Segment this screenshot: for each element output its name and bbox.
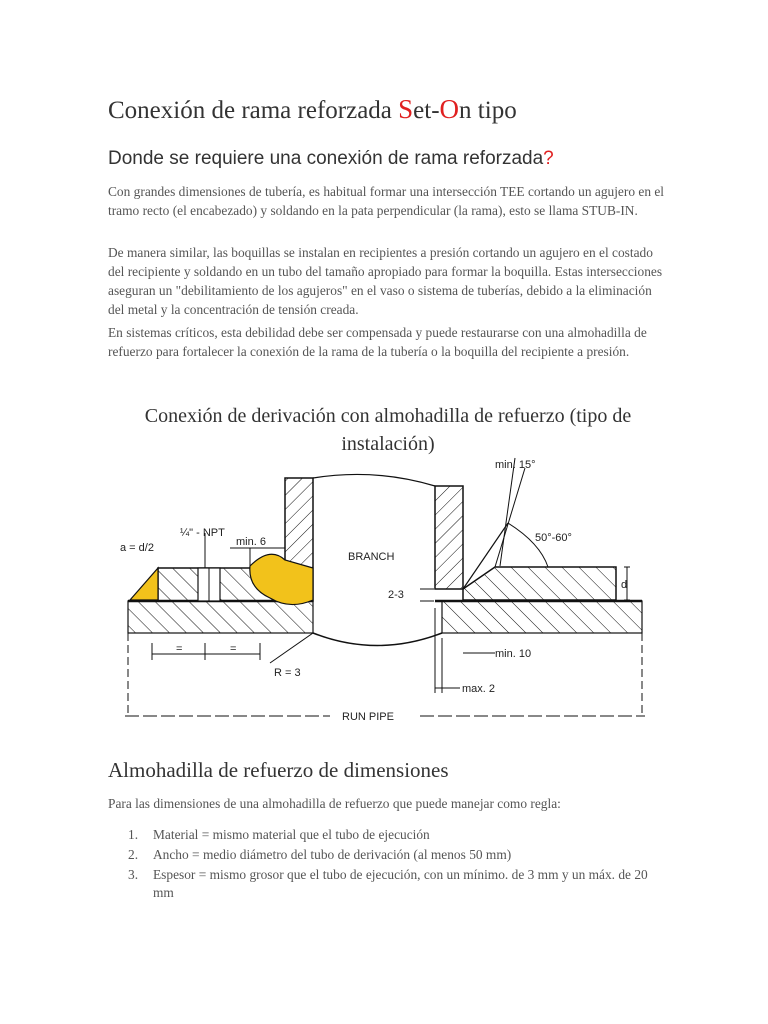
run-pipe-wall-left (128, 601, 313, 633)
title-text-2: et- (413, 97, 440, 124)
run-pipe-wall-right (435, 601, 642, 633)
title-red-s: S (398, 94, 414, 124)
list-item-number: 2. (128, 847, 139, 862)
branch-top-edge (313, 474, 435, 486)
list-item-text: Espesor = mismo grosor que el tubo de ejecución, con un mínimo. de 3 mm y un máx. de 20 mm (153, 867, 648, 900)
page-title (108, 94, 668, 125)
label-min10: min. 10 (495, 648, 532, 660)
label-gap: 2-3 (388, 589, 404, 601)
paragraph-3: En sistemas críticos, esta debilidad debe ser compensada y puede restaurarse con una almohadilla de refuerzo para fortalecer la conexión de la rama de la tubería o la boquilla del recipiente a presión. (108, 325, 647, 359)
label-d: d (621, 579, 628, 591)
section-intro: Para las dimensiones de una almohadilla de refuerzo que puede manejar como regla: (108, 796, 561, 811)
label-branch: BRANCH (348, 551, 395, 563)
title-text-3: n tipo (459, 97, 517, 124)
label-npt: ¼" - NPT (180, 527, 225, 539)
reinforced-branch-diagram (120, 448, 650, 730)
list-item-text: Material = mismo material que el tubo de ejecución (153, 827, 430, 842)
list-item (108, 826, 668, 844)
section-heading: Almohadilla de refuerzo de dimensiones (108, 758, 449, 782)
title-text: Conexión de rama reforzada (108, 97, 399, 124)
title-red-o: O (439, 94, 460, 124)
paragraph-1: Con grandes dimensiones de tubería, es habitual formar una intersección TEE cortando un agujero en el tramo recto (el encabezado) y soldando en la pata perpendicular (la rama), esto se llama STUB-IN. (108, 184, 665, 218)
branch-hole-curve (313, 633, 442, 646)
branch-wall-right (435, 486, 463, 589)
subtitle-question-mark: ? (543, 148, 554, 169)
list-item (108, 846, 668, 864)
label-run-pipe: RUN PIPE (342, 711, 394, 723)
label-equal-1: = (176, 643, 183, 655)
label-radius: R = 3 (274, 667, 301, 679)
list-item (108, 866, 668, 902)
fillet-weld-left (130, 568, 158, 600)
list-item-number: 3. (128, 867, 139, 882)
dimension-list (108, 826, 668, 904)
label-max2: max. 2 (462, 683, 496, 695)
diagram-caption: Conexión de derivación con almohadilla de refuerzo (tipo de instalación) (144, 405, 632, 455)
list-item-text: Ancho = medio diámetro del tubo de derivación (al menos 50 mm) (153, 847, 512, 862)
label-angle: 50°-60° (535, 532, 572, 544)
paragraph-2: De manera similar, las boquillas se instalan en recipientes a presión cortando un agujero en el costado del recipiente y soldando en un tubo del tamaño apropiado para formar la boquilla. Estas intersecciones aseguran un "debilitamiento de los agujeros" en el vaso o sistema de tuberías, debido a la eliminación del metal y la concentración de tensión creada. (108, 245, 663, 317)
reinforcing-pad-right (463, 567, 616, 600)
label-min6: min. 6 (236, 536, 266, 548)
subtitle-text: Donde se requiere una conexión de rama reforzada (108, 148, 544, 169)
label-min15: min. 15° (495, 459, 536, 471)
list-item-number: 1. (128, 827, 139, 842)
label-a: a = d/2 (120, 542, 154, 554)
section-subtitle (108, 148, 668, 170)
label-equal-2: = (230, 643, 237, 655)
